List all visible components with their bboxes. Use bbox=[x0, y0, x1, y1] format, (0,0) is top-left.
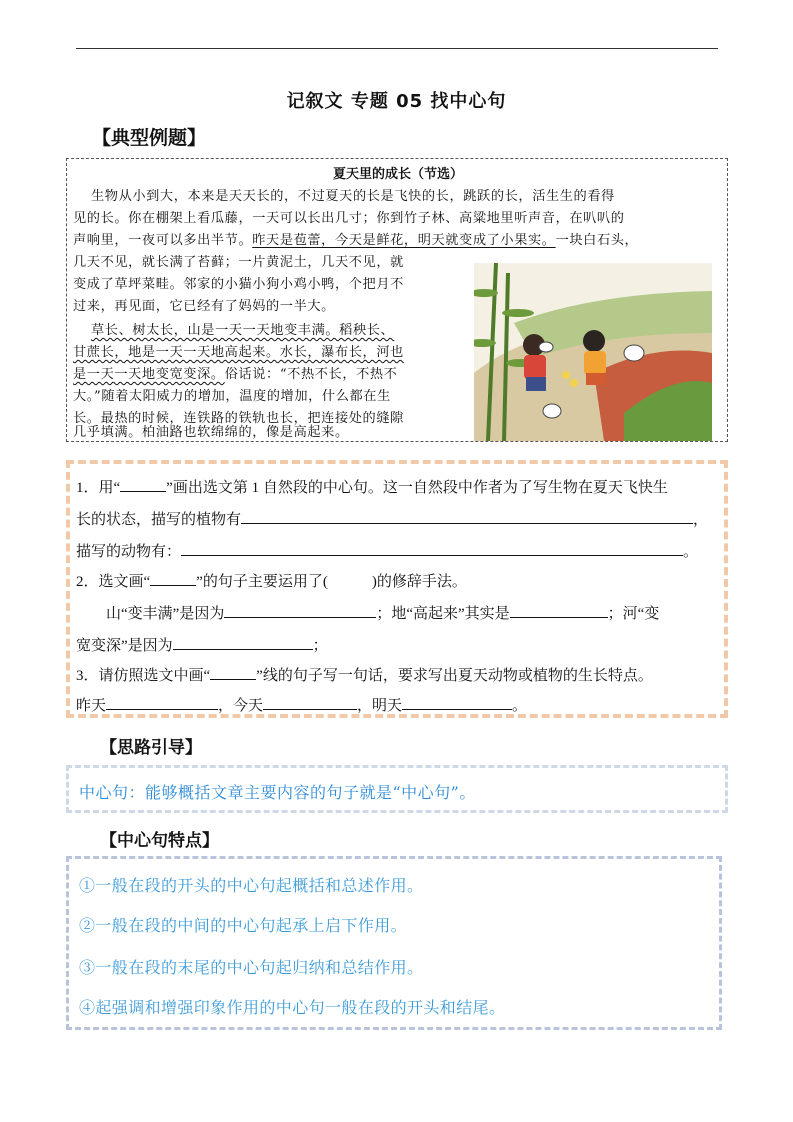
features-box bbox=[66, 856, 722, 1030]
document-title: 记叙文 专题 05 找中心句 bbox=[286, 91, 507, 112]
question-1-line-3: 描写的动物有： 。 bbox=[76, 544, 699, 560]
passage-line: 见的长。你在棚架上看瓜藤，一天可以长出几寸；你到竹子林、高粱地里听声音，在叭叭的 bbox=[73, 211, 625, 226]
feature-item: ③一般在段的末尾的中心句起归纳和总结作用。 bbox=[79, 958, 424, 977]
header-rule bbox=[76, 48, 718, 49]
question-2-line-2: 山“变丰满”是因为 ；地“高起来”其实是 ；河“变 bbox=[106, 606, 660, 622]
section-heading-features: 【中心句特点】 bbox=[100, 831, 219, 851]
answer-blank[interactable] bbox=[224, 604, 376, 618]
section-heading-example: 【典型例题】 bbox=[92, 127, 207, 149]
answer-blank[interactable] bbox=[150, 572, 196, 586]
answer-blank[interactable] bbox=[173, 636, 313, 650]
answer-blank-today[interactable] bbox=[263, 696, 357, 710]
passage-line: 长。最热的时候，连铁路的铁轨也长，把连接处的缝隙 bbox=[73, 411, 404, 426]
hint-box bbox=[66, 765, 728, 813]
question-1-line-1: 1．用“ ”画出选文第 1 自然段的中心句。这一自然段中作者为了写生物在夏天飞快生 bbox=[76, 480, 668, 496]
feature-item: ④起强调和增强印象作用的中心句一般在段的开头和结尾。 bbox=[79, 998, 506, 1017]
children-with-animals-illustration bbox=[474, 263, 712, 441]
underlined-sentence: 昨天是苞蕾，今天是鲜花，明天就变成了小果实。 bbox=[252, 233, 556, 248]
passage-line: 过来，再见面，它已经有了妈妈的一半大。 bbox=[73, 299, 335, 314]
passage-line: 变成了草坪菜畦。邻家的小猫小狗小鸡小鸭，个把月不 bbox=[73, 277, 404, 292]
answer-blank-tomorrow[interactable] bbox=[402, 696, 512, 710]
question-3-line-2: 昨天 ，今天 ，明天 。 bbox=[76, 698, 528, 714]
passage-line: 大。”随着太阳威力的增加，温度的增加，什么都在生 bbox=[73, 389, 391, 404]
feature-item: ②一般在段的中间的中心句起承上启下作用。 bbox=[79, 916, 408, 935]
question-1-line-2: 长的状态，描写的植物有 ， bbox=[76, 512, 709, 528]
answer-blank-plants[interactable] bbox=[241, 510, 693, 524]
passage-title: 夏天里的成长（节选） bbox=[332, 167, 463, 182]
answer-blank-yesterday[interactable] bbox=[106, 696, 218, 710]
hint-text: 中心句：能够概括文章主要内容的句子就是“中心句”。 bbox=[79, 783, 476, 802]
passage-line: 声响里，一夜可以多出半节。昨天是苞蕾，今天是鲜花，明天就变成了小果实。一块白石头， bbox=[73, 233, 639, 248]
wavy-underlined-line: 草长、树太长，山是一天一天地变丰满。稻秧长、 bbox=[91, 323, 395, 338]
answer-blank[interactable] bbox=[210, 666, 256, 680]
section-heading-hint: 【思路引导】 bbox=[100, 738, 202, 758]
feature-item: ①一般在段的开头的中心句起概括和总述作用。 bbox=[79, 876, 424, 895]
questions-box bbox=[66, 460, 728, 718]
question-2-line-1: 2．选文画“ ”的句子主要运用了( )的修辞手法。 bbox=[76, 574, 467, 590]
passage-line: 几天不见，就长满了苔藓；一片黄泥土，几天不见，就 bbox=[73, 255, 404, 270]
wavy-underlined-line: 甘蔗长，地是一天一天地高起来。水长，瀑布长，河也 bbox=[73, 345, 404, 360]
question-3-line-1: 3．请仿照选文中画“ ”线的句子写一句话，要求写出夏天动物或植物的生长特点。 bbox=[76, 668, 653, 684]
answer-blank-animals[interactable] bbox=[181, 542, 683, 556]
passage-line: 生物从小到大，本来是天天长的，不过夏天的长是飞快的长，跳跃的长，活生生的看得 bbox=[91, 189, 615, 204]
passage-line: 是一天一天地变宽变深。俗话说：“不热不长，不热不 bbox=[73, 367, 398, 382]
question-2-line-3: 宽变深”是因为 ； bbox=[76, 638, 328, 654]
passage-line: 几乎填满。柏油路也软绵绵的，像是高起来。 bbox=[73, 425, 349, 440]
answer-blank[interactable] bbox=[120, 478, 166, 492]
answer-blank[interactable] bbox=[510, 604, 608, 618]
